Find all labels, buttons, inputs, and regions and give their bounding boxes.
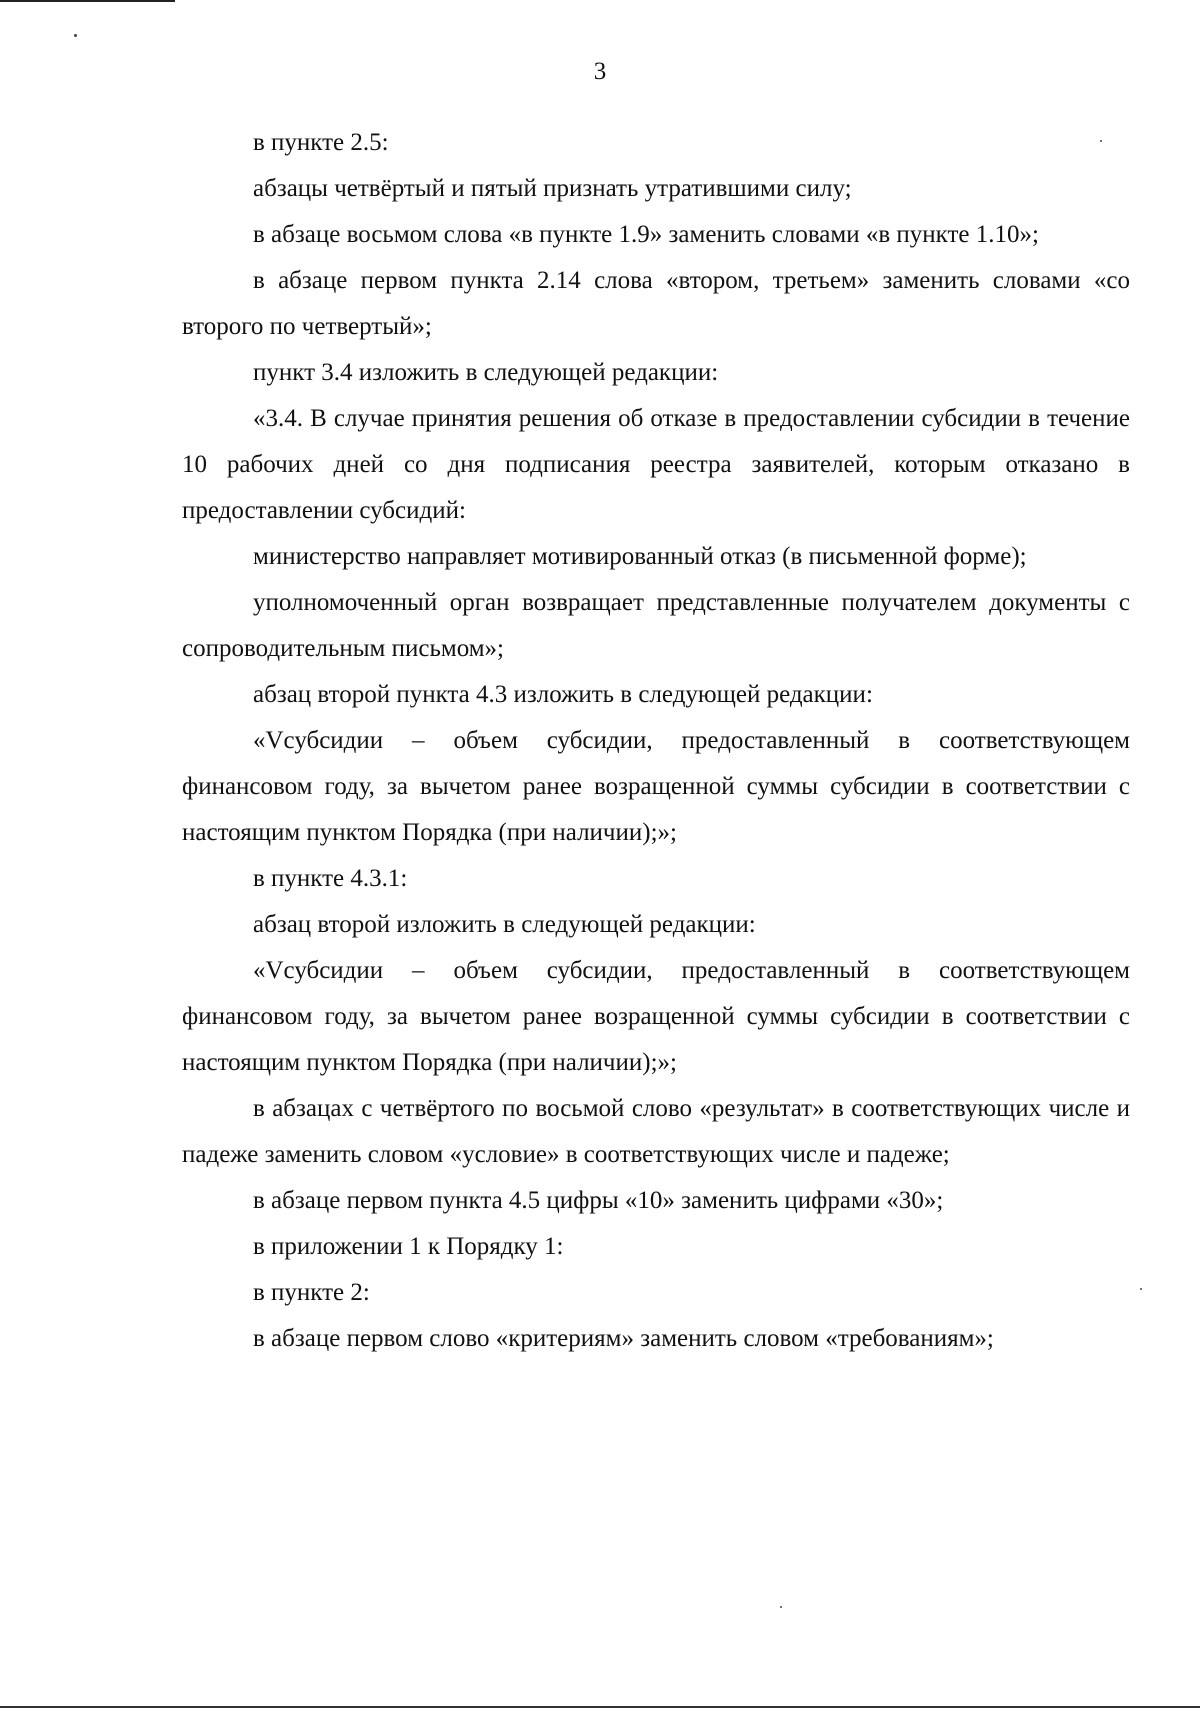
paragraph: «Vсубсидии – объем субсидии, предоставленный в соответствующем финансовом году, за вычетом ранее возращенной суммы субсидии в соответствии с настоящим пунктом Порядка (при наличии);»; [182, 727, 1130, 846]
paragraph: в абзаце первом пункта 2.14 слова «втором, третьем» заменить словами «со второго по четвертый»; [182, 267, 1130, 340]
paragraph: в абзаце первом слово «критериям» заменить словом «требованиям»; [253, 1325, 994, 1352]
paragraph: в пункте 2.5: [253, 129, 389, 156]
scan-speck [1140, 1288, 1142, 1290]
paragraph: в пункте 4.3.1: [253, 865, 408, 892]
scan-speck [74, 34, 77, 37]
paragraph: пункт 3.4 изложить в следующей редакции: [253, 359, 719, 386]
paragraph: в пункте 2: [253, 1279, 370, 1306]
paragraph: уполномоченный орган возвращает представленные получателем документы с сопроводительным письмом»; [182, 589, 1130, 662]
scan-edge-bottom [0, 1706, 1200, 1708]
paragraph: в абзаце восьмом слова «в пункте 1.9» заменить словами «в пункте 1.10»; [253, 221, 1039, 248]
paragraph: министерство направляет мотивированный отказ (в письменной форме); [253, 543, 1027, 570]
document-body [182, 120, 1130, 1362]
paragraph: в абзацах с четвёртого по восьмой слово «результат» в соответствующих числе и падеже заменить словом «условие» в соответствующих числе и падеже; [182, 1095, 1130, 1168]
paragraph: в приложении 1 к Порядку 1: [253, 1233, 564, 1260]
paragraph: в абзаце первом пункта 4.5 цифры «10» заменить цифрами «30»; [253, 1187, 944, 1214]
paragraph: «3.4. В случае принятия решения об отказе в предоставлении субсидии в течение 10 рабочих дней со дня подписания реестра заявителей, которым отказано в предоставлении субсидий: [182, 405, 1130, 524]
paragraph: абзац второй изложить в следующей редакции: [253, 911, 756, 938]
paragraph: «Vсубсидии – объем субсидии, предоставленный в соответствующем финансовом году, за вычетом ранее возращенной суммы субсидии в соответствии с настоящим пунктом Порядка (при наличии);»; [182, 957, 1130, 1076]
scan-speck [780, 1606, 782, 1608]
paragraph: абзацы четвёртый и пятый признать утратившими силу; [253, 175, 852, 202]
page-number: 3 [593, 58, 607, 85]
scan-edge-top [0, 0, 175, 2]
paragraph: абзац второй пункта 4.3 изложить в следующей редакции: [253, 681, 873, 708]
